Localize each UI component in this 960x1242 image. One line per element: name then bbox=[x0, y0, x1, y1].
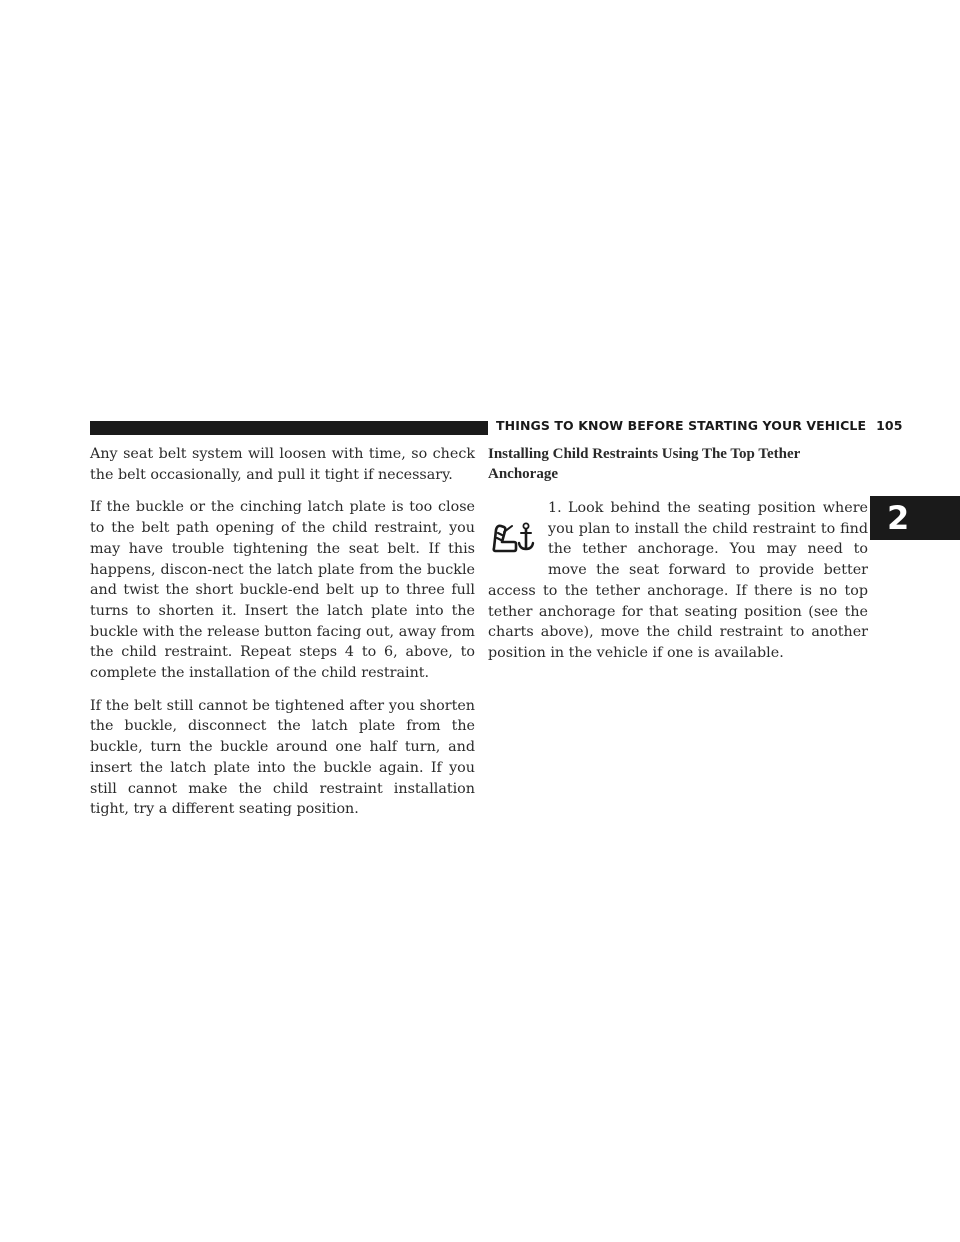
page-number: 105 bbox=[876, 418, 903, 433]
paragraph-3: If the belt still cannot be tightened after you shorten the buckle, disconnect the latch plate from the buckle, turn the buckle around one half turn, and insert the latch plate into the buckle again. If you still cannot make the child restraint installation tight, try a different seating position. bbox=[90, 697, 475, 818]
step-number: 1. bbox=[548, 500, 562, 516]
step-1 bbox=[488, 498, 868, 664]
header-bar bbox=[90, 421, 488, 435]
running-header bbox=[496, 418, 903, 433]
section-heading: Installing Child Restraints Using The Top Tether Anchorage bbox=[488, 446, 801, 482]
left-column bbox=[90, 444, 475, 832]
paragraph-2: If the buckle or the cinching latch plate is too close to the belt path opening of the child restraint, you may have trouble tightening the seat belt. If this happens, discon-nect the latch plate from the buckle and twist the short buckle-end belt up to three full turns to shorten it. Insert the latch plate into the buckle with the release button facing out, away from the child restraint. Repeat steps 4 to 6, above, to complete the installation of the child restraint. bbox=[90, 499, 475, 682]
chapter-tab: 2 bbox=[870, 496, 960, 540]
right-column bbox=[488, 444, 868, 664]
paragraph-1: Any seat belt system will loosen with time, so check the belt occasionally, and pull it tight if necessary. bbox=[90, 446, 475, 483]
tether-anchor-icon bbox=[488, 520, 536, 556]
step-text: Look behind the seating position where you plan to install the child restraint to find the tether anchorage. You may need to move the seat forward to provide better access to the tether anchorage. If there is no top tether anchorage for that seating position (see the charts above), move the child restraint to another position in the vehicle if one is available. bbox=[488, 500, 868, 661]
header-title: THINGS TO KNOW BEFORE STARTING YOUR VEHICLE bbox=[496, 418, 867, 433]
